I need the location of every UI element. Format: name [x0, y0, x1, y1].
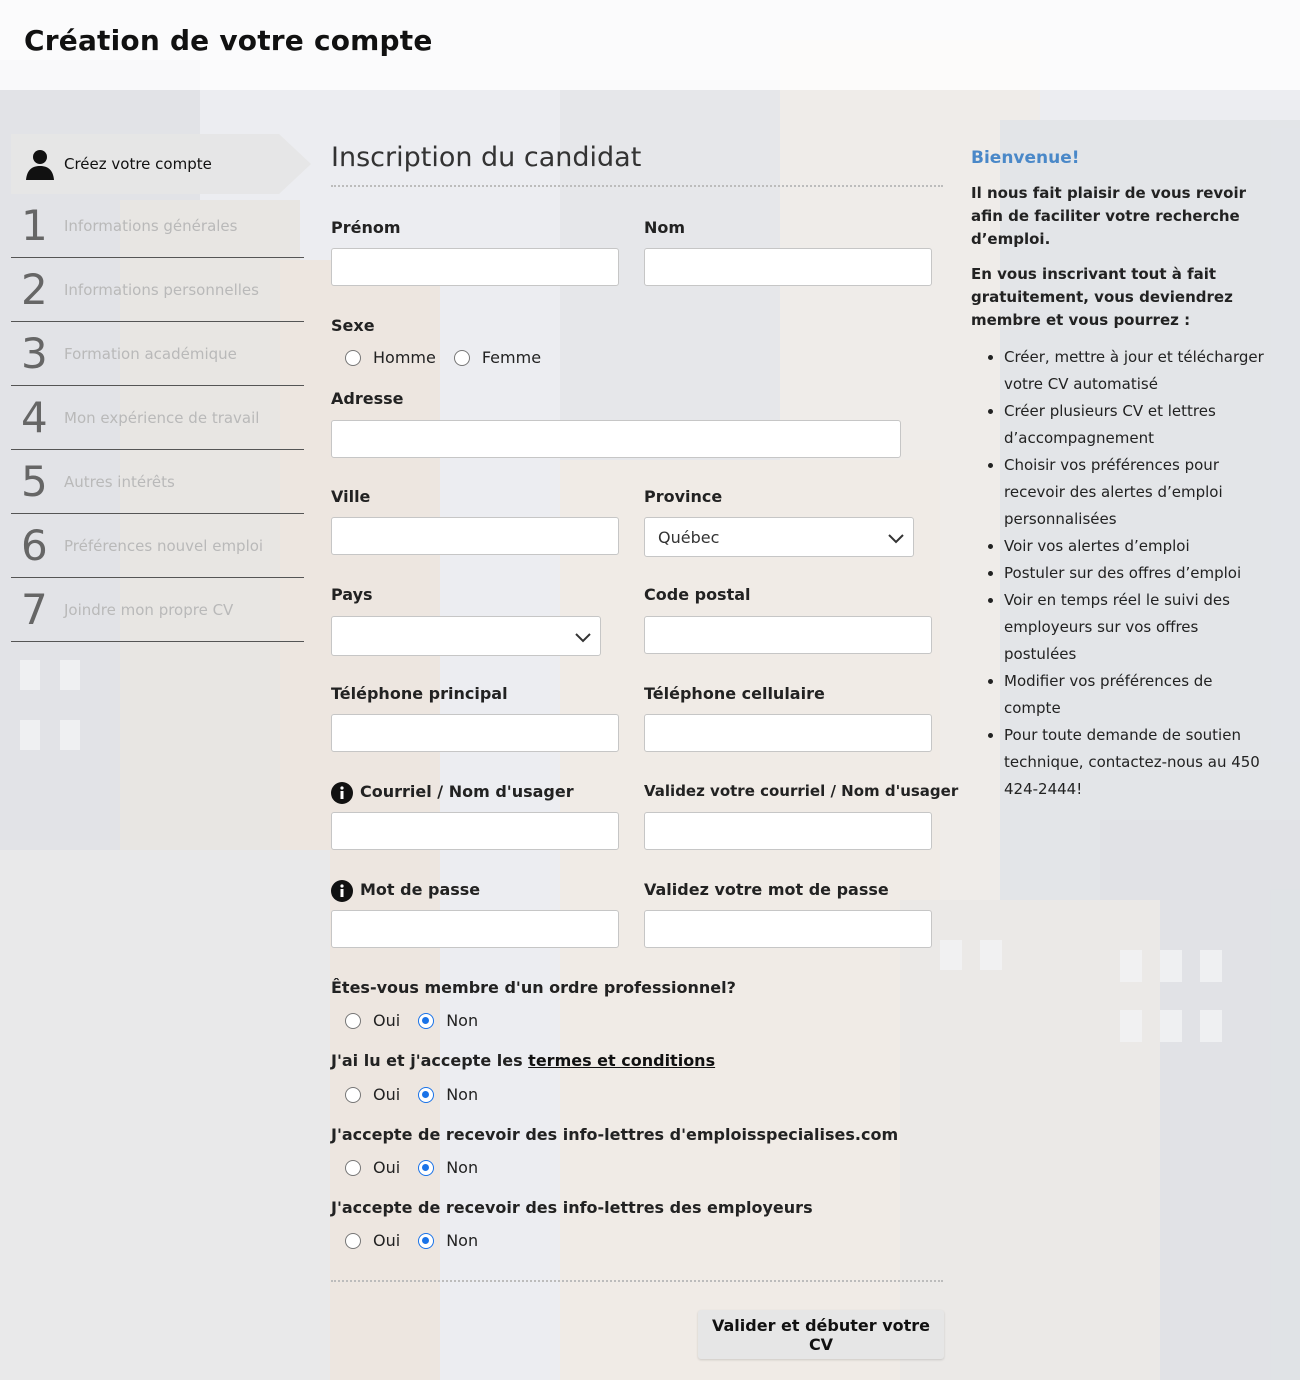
province-label: Province — [644, 487, 723, 506]
termes-option-non[interactable] — [418, 1085, 478, 1104]
termes-conditions-link[interactable]: termes et conditions — [528, 1051, 716, 1070]
step-label: Mon expérience de travail — [64, 408, 260, 427]
prenom-input[interactable] — [331, 248, 619, 286]
ordre-radio-group — [345, 1011, 496, 1030]
tel-principal-input[interactable] — [331, 714, 619, 752]
step-number: 2 — [21, 265, 48, 314]
step-number: 7 — [21, 585, 48, 634]
radio-non[interactable] — [418, 1013, 434, 1029]
radio-label-oui: Oui — [373, 1231, 401, 1250]
step-label: Joindre mon propre CV — [64, 600, 234, 619]
radio-label-non: Non — [446, 1011, 479, 1030]
tel-principal-label: Téléphone principal — [331, 684, 508, 703]
question-ordre-label: Êtes-vous membre d'un ordre professionnel? — [331, 978, 736, 997]
sexe-option-femme[interactable] — [454, 348, 541, 367]
radio-oui[interactable] — [345, 1087, 361, 1103]
list-item: • Choisir vos préférences pour recevoir des alertes d’emploi personnalisées — [1004, 452, 1271, 533]
courriel-input[interactable] — [331, 812, 619, 850]
radio-femme[interactable] — [454, 350, 470, 366]
step-number: 1 — [21, 201, 48, 250]
radio-label-femme: Femme — [481, 348, 542, 367]
page-title: Création de votre compte — [24, 24, 433, 57]
prenom-label: Prénom — [331, 218, 401, 237]
radio-label-non: Non — [446, 1158, 479, 1177]
form-heading: Inscription du candidat — [331, 142, 642, 173]
step-3[interactable] — [11, 322, 304, 386]
infolettres-employeurs-option-non[interactable] — [418, 1231, 478, 1250]
steps-nav — [11, 134, 304, 642]
list-item: • Postuler sur des offres d’emploi — [1004, 560, 1271, 587]
list-item: • Voir vos alertes d’emploi — [1004, 533, 1271, 560]
infolettres-site-option-oui[interactable] — [345, 1158, 400, 1177]
step-1[interactable] — [11, 194, 304, 258]
tel-cellulaire-label: Téléphone cellulaire — [644, 684, 825, 703]
radio-oui[interactable] — [345, 1233, 361, 1249]
list-item: • Créer plusieurs CV et lettres d’accompagnement — [1004, 398, 1271, 452]
nom-input[interactable] — [644, 248, 932, 286]
mot-de-passe-confirm-input[interactable] — [644, 910, 932, 948]
radio-oui[interactable] — [345, 1013, 361, 1029]
list-item: • Modifier vos préférences de compte — [1004, 668, 1271, 722]
code-postal-label: Code postal — [644, 585, 751, 604]
mot-de-passe-input[interactable] — [331, 910, 619, 948]
page-header — [0, 0, 1300, 90]
list-item: • Voir en temps réel le suivi des employeurs sur vos offres postulées — [1004, 587, 1271, 668]
termes-option-oui[interactable] — [345, 1085, 400, 1104]
radio-label-non: Non — [446, 1085, 479, 1104]
sidebar-title: Bienvenue! — [971, 148, 1080, 168]
step-number: 4 — [21, 393, 48, 442]
chevron-down-icon — [887, 529, 905, 547]
info-icon[interactable] — [331, 782, 353, 804]
sexe-option-homme[interactable] — [345, 348, 436, 367]
nom-label: Nom — [644, 218, 686, 237]
step-active-label: Créez votre compte — [64, 155, 212, 173]
benefits-list — [971, 344, 1271, 803]
ville-label: Ville — [331, 487, 371, 506]
step-label: Informations personnelles — [64, 280, 259, 299]
courriel-confirm-label: Validez votre courriel / Nom d'usager — [644, 782, 959, 800]
termes-label-text: J'ai lu et j'accepte les — [331, 1051, 529, 1070]
pays-select[interactable] — [331, 616, 601, 656]
radio-homme[interactable] — [345, 350, 361, 366]
province-select[interactable] — [644, 517, 914, 557]
radio-oui[interactable] — [345, 1160, 361, 1176]
chevron-down-icon — [574, 628, 592, 646]
adresse-label: Adresse — [331, 389, 404, 408]
sexe-label: Sexe — [331, 316, 375, 335]
tel-cellulaire-input[interactable] — [644, 714, 932, 752]
welcome-sidebar — [971, 148, 1271, 803]
mot-de-passe-confirm-label: Validez votre mot de passe — [644, 880, 889, 899]
step-label: Formation académique — [64, 344, 237, 363]
radio-label-oui: Oui — [373, 1085, 401, 1104]
sexe-radio-group — [345, 348, 559, 367]
ville-input[interactable] — [331, 517, 619, 555]
radio-non[interactable] — [418, 1087, 434, 1103]
termes-radio-group — [345, 1085, 496, 1104]
radio-label-homme: Homme — [373, 348, 436, 367]
courriel-label: Courriel / Nom d'usager — [360, 782, 574, 801]
user-icon — [23, 147, 57, 181]
radio-label-non: Non — [446, 1231, 479, 1250]
divider-top — [331, 185, 943, 187]
radio-non[interactable] — [418, 1160, 434, 1176]
submit-button[interactable]: Valider et débuter votre CV — [698, 1310, 944, 1359]
radio-label-oui: Oui — [373, 1011, 401, 1030]
step-4[interactable] — [11, 386, 304, 450]
radio-label-oui: Oui — [373, 1158, 401, 1177]
ordre-option-non[interactable] — [418, 1011, 478, 1030]
infolettres-site-option-non[interactable] — [418, 1158, 478, 1177]
step-number: 6 — [21, 521, 48, 570]
radio-non[interactable] — [418, 1233, 434, 1249]
step-label: Informations générales — [64, 216, 238, 235]
sidebar-lead: En vous inscrivant tout à fait gratuitement, vous deviendrez membre et vous pourrez : — [971, 265, 1233, 329]
pays-label: Pays — [331, 585, 373, 604]
adresse-input[interactable] — [331, 420, 901, 458]
ordre-option-oui[interactable] — [345, 1011, 400, 1030]
infolettres-site-radio-group — [345, 1158, 496, 1177]
question-infolettres-employeurs-label: J'accepte de recevoir des info-lettres des employeurs — [331, 1198, 813, 1217]
code-postal-input[interactable] — [644, 616, 932, 654]
info-icon[interactable] — [331, 880, 353, 902]
step-label: Préférences nouvel emploi — [64, 536, 264, 555]
step-number: 3 — [21, 329, 48, 378]
list-item: • Pour toute demande de soutien technique, contactez-nous au 450 424-2444! — [1004, 722, 1271, 803]
infolettres-employeurs-radio-group — [345, 1231, 496, 1250]
question-termes-label — [331, 1051, 715, 1070]
province-value: Québec — [658, 527, 720, 547]
question-infolettres-site-label: J'accepte de recevoir des info-lettres d'emploisspecialises.com — [331, 1125, 899, 1144]
sidebar-intro: Il nous fait plaisir de vous revoir afin de faciliter votre recherche d’emploi. — [971, 184, 1247, 248]
step-active-create-account[interactable] — [11, 134, 279, 194]
step-2[interactable] — [11, 258, 304, 322]
step-6[interactable] — [11, 514, 304, 578]
mot-de-passe-label: Mot de passe — [360, 880, 481, 899]
step-7[interactable] — [11, 578, 304, 642]
courriel-confirm-input[interactable] — [644, 812, 932, 850]
step-5[interactable] — [11, 450, 304, 514]
divider-bottom — [331, 1280, 943, 1282]
step-label: Autres intérêts — [64, 472, 175, 491]
step-number: 5 — [21, 457, 48, 506]
list-item: • Créer, mettre à jour et télécharger votre CV automatisé — [1004, 344, 1271, 398]
infolettres-employeurs-option-oui[interactable] — [345, 1231, 400, 1250]
